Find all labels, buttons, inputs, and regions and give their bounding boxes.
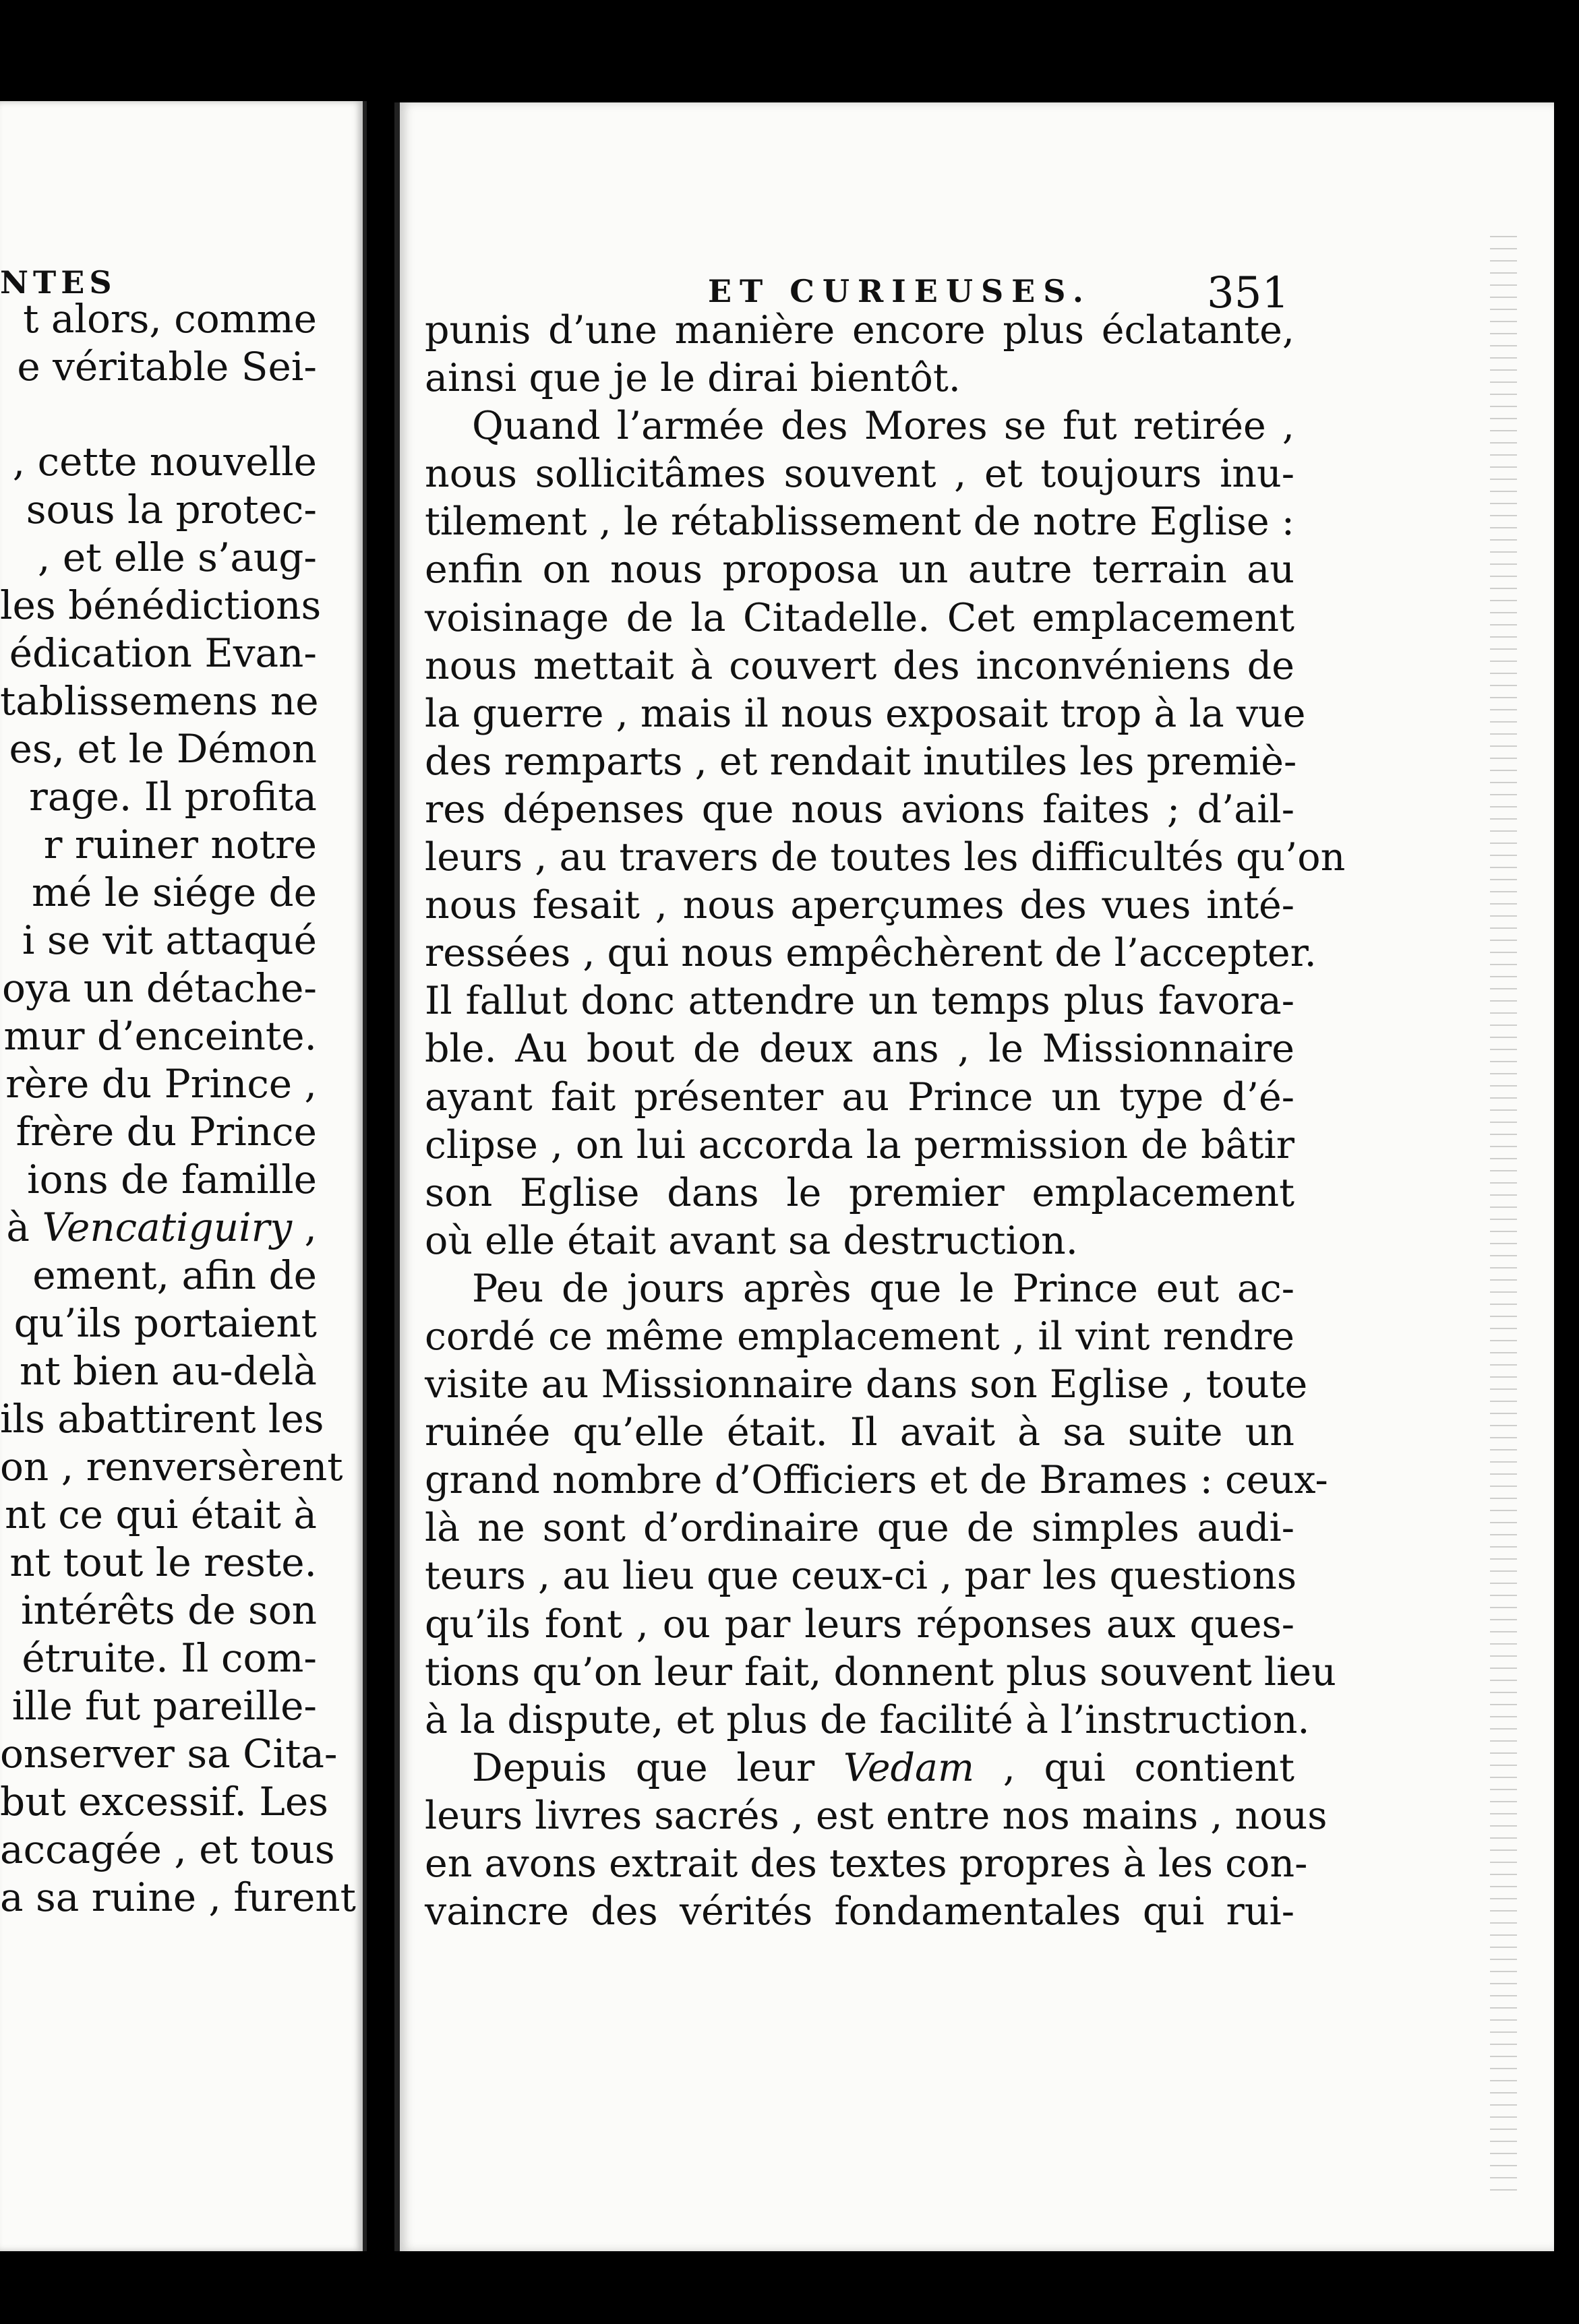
text-line: en avons extrait des textes propres à les con- (425, 1841, 1308, 1886)
text-line: mé le siége de (31, 869, 317, 915)
text-line: intérêts de son (20, 1587, 317, 1633)
left-page-text-top (0, 295, 317, 391)
text-line: tions qu’on leur fait, donnent plus souvent lieu (425, 1649, 1336, 1694)
paragraph (425, 402, 1346, 1265)
text-line: ainsi que je le dirai bientôt. (425, 356, 961, 401)
text-line: grand nombre d’Officiers et de Brames : ceux- (425, 1458, 1328, 1503)
text-line: sous la protec- (26, 487, 317, 532)
text-line: nt tout le reste. (9, 1539, 317, 1585)
text-line: son Eglise dans le premier emplacement (425, 1170, 1294, 1215)
paragraph (425, 1265, 1336, 1744)
text-line: ayant fait présenter au Prince un type d’é- (425, 1074, 1294, 1120)
italic-word: Vencatiguiry (42, 1204, 293, 1250)
text-line: Quand l’armée des Mores se fut retirée , (472, 404, 1294, 449)
text-line: qu’ils font , ou par leurs réponses aux ques- (425, 1601, 1294, 1647)
text-line: ressées , qui nous empêchèrent de l’accepter. (425, 931, 1317, 976)
text-line: à Vencatiguiry , (6, 1204, 317, 1250)
text-line: là ne sont d’ordinaire que de simples audi- (425, 1506, 1294, 1551)
paragraph (425, 1744, 1328, 1936)
text-line: a sa ruine , furent (0, 1874, 356, 1920)
text-line: leurs , au travers de toutes les difficultés qu’on (425, 835, 1346, 880)
text-line: teurs , au lieu que ceux-ci , par les questions (425, 1554, 1297, 1599)
text-line: la guerre , mais il nous exposait trop à la vue (425, 691, 1306, 736)
page-edge-shadow (1490, 236, 1517, 2191)
text-line: ils abattirent les (0, 1396, 324, 1442)
text-line: oya un détache- (2, 965, 317, 1011)
text-line: but excessif. Les (0, 1779, 329, 1825)
text-line: res dépenses que nous avions faites ; d’ail- (425, 787, 1294, 832)
text-line: , et elle s’aug- (38, 534, 317, 580)
text-line: onserver sa Cita- (0, 1731, 338, 1777)
text-line: accagée , et tous (0, 1827, 335, 1872)
italic-word: Vedam (843, 1745, 975, 1790)
text-line: nous fesait , nous aperçumes des vues inté- (425, 883, 1294, 928)
text-line: i se vit attaqué (22, 917, 317, 963)
text-line: e véritable Sei- (17, 344, 317, 390)
body-text (425, 307, 1346, 1936)
text-line: qu’ils portaient (13, 1300, 317, 1346)
left-running-head: NTES (0, 264, 117, 301)
text-line: étruite. Il com- (22, 1635, 317, 1681)
text-line: , cette nouvelle (12, 439, 317, 485)
text-line: ions de famille (27, 1157, 317, 1202)
running-head: ET CURIEUSES. (708, 273, 1092, 309)
paragraph (425, 307, 1294, 402)
text-line: où elle était avant sa destruction. (425, 1218, 1078, 1263)
text-line: tilement , le rétablissement de notre Eglise : (425, 499, 1294, 545)
text-line: Depuis que leur Vedam , qui contient (472, 1745, 1294, 1790)
text-line: on , renversèrent (0, 1444, 343, 1490)
text-line: frère du Prince (16, 1109, 317, 1155)
text-line: mur d’enceinte. (3, 1013, 317, 1059)
text-line: ble. Au bout de deux ans , le Missionnaire (425, 1027, 1294, 1072)
text-line: ille fut pareille- (11, 1683, 317, 1729)
text-line: Il fallut donc attendre un temps plus favora- (425, 979, 1294, 1024)
text-line: enfin on nous proposa un autre terrain au (425, 547, 1294, 592)
text-line: rage. Il profita (29, 774, 317, 820)
text-line: visite au Missionnaire dans son Eglise , toute (425, 1362, 1308, 1407)
text-line: les bénédictions (0, 582, 322, 628)
left-page-text-main (0, 438, 356, 1922)
text-line: tablissemens ne (0, 678, 319, 724)
text-line: nt bien au-delà (19, 1348, 317, 1394)
text-line: ruinée qu’elle était. Il avait à sa suite un (425, 1410, 1294, 1455)
text-line: voisinage de la Citadelle. Cet emplacement (425, 595, 1294, 640)
page-number: 351 (1207, 268, 1290, 318)
text-line: r ruiner notre (43, 822, 317, 867)
text-line: clipse , on lui accorda la permission de bâtir (425, 1122, 1294, 1167)
text-line: rère du Prince , (5, 1061, 317, 1107)
text-line: des remparts , et rendait inutiles les premiè- (425, 739, 1297, 784)
text-line: es, et le Démon (9, 726, 317, 772)
text-line: cordé ce même emplacement , il vint rendre (425, 1314, 1294, 1359)
text-line: édication Evan- (9, 630, 317, 676)
text-line: nous mettait à couvert des inconvéniens de (425, 643, 1294, 688)
text-line: Peu de jours après que le Prince eut ac- (472, 1266, 1294, 1311)
text-line: t alors, comme (23, 296, 317, 342)
text-line: vaincre des vérités fondamentales qui rui- (425, 1889, 1294, 1934)
text-line: à la dispute, et plus de facilité à l’instruction. (425, 1697, 1310, 1742)
text-line: punis d’une manière encore plus éclatante, (425, 308, 1294, 353)
text-line: leurs livres sacrés , est entre nos mains , nous (425, 1793, 1328, 1838)
text-line: nt ce qui était à (5, 1492, 317, 1537)
text-line: nous sollicitâmes souvent , et toujours inu- (425, 452, 1294, 497)
text-line: ement, afin de (32, 1252, 317, 1298)
